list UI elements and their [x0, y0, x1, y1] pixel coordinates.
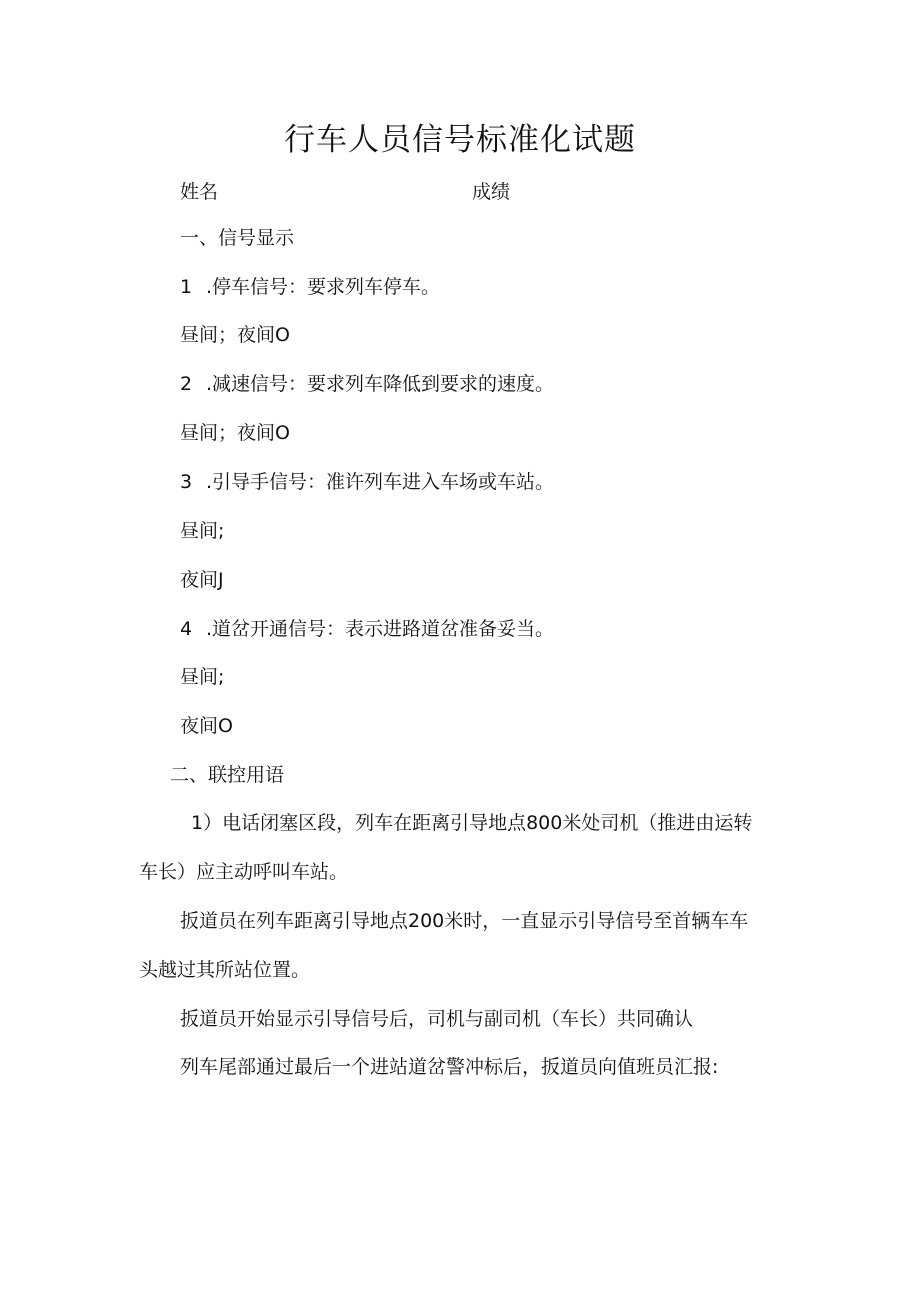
signal-item-1	[180, 273, 440, 301]
signal-item-2	[180, 370, 554, 398]
name-label: 姓名	[180, 181, 219, 203]
signal-item-4	[180, 615, 554, 643]
signal-item-3-night: 夜间J	[180, 569, 224, 591]
paragraph-2-line-1: 扳道员在列车距离引导地点200米时，一直显示引导信号至首辆车车	[180, 910, 749, 932]
signal-item-4-text: .道岔开通信号：表示进路道岔准备妥当。	[206, 618, 555, 640]
paragraph-2-line-2: 头越过其所站位置。	[139, 959, 311, 981]
signal-item-1-day-night: 昼间；夜间O	[180, 324, 290, 346]
signal-item-1-text: .停车信号：要求列车停车。	[206, 276, 441, 298]
signal-item-1-number: 1	[180, 276, 193, 298]
document-title: 行车人员信号标准化试题	[284, 122, 636, 158]
signal-item-4-day: 昼间;	[180, 666, 225, 688]
signal-item-4-number: 4	[180, 618, 193, 640]
paragraph-4: 列车尾部通过最后一个进站道岔警冲标后，扳道员向值班员汇报:	[180, 1056, 719, 1078]
signal-item-3	[180, 468, 554, 496]
paragraph-1-line-1: 1）电话闭塞区段，列车在距离引导地点800米处司机（推进由运转	[191, 812, 753, 834]
signal-item-2-number: 2	[180, 373, 193, 395]
signal-item-3-text: .引导手信号：准许列车进入车场或车站。	[206, 471, 555, 493]
signal-item-4-night: 夜间O	[180, 715, 233, 737]
signal-item-3-number: 3	[180, 471, 193, 493]
paragraph-1-line-2: 车长）应主动呼叫车站。	[139, 861, 349, 883]
signal-item-3-day: 昼间;	[180, 520, 225, 542]
section1-heading: 一、信号显示	[180, 227, 295, 249]
score-label: 成绩	[472, 181, 511, 203]
signal-item-2-text: .减速信号：要求列车降低到要求的速度。	[206, 373, 555, 395]
paragraph-3: 扳道员开始显示引导信号后，司机与副司机（车长）共同确认	[180, 1008, 694, 1030]
signal-item-2-day-night: 昼间；夜间O	[180, 422, 290, 444]
section2-heading: 二、联控用语	[170, 764, 285, 786]
